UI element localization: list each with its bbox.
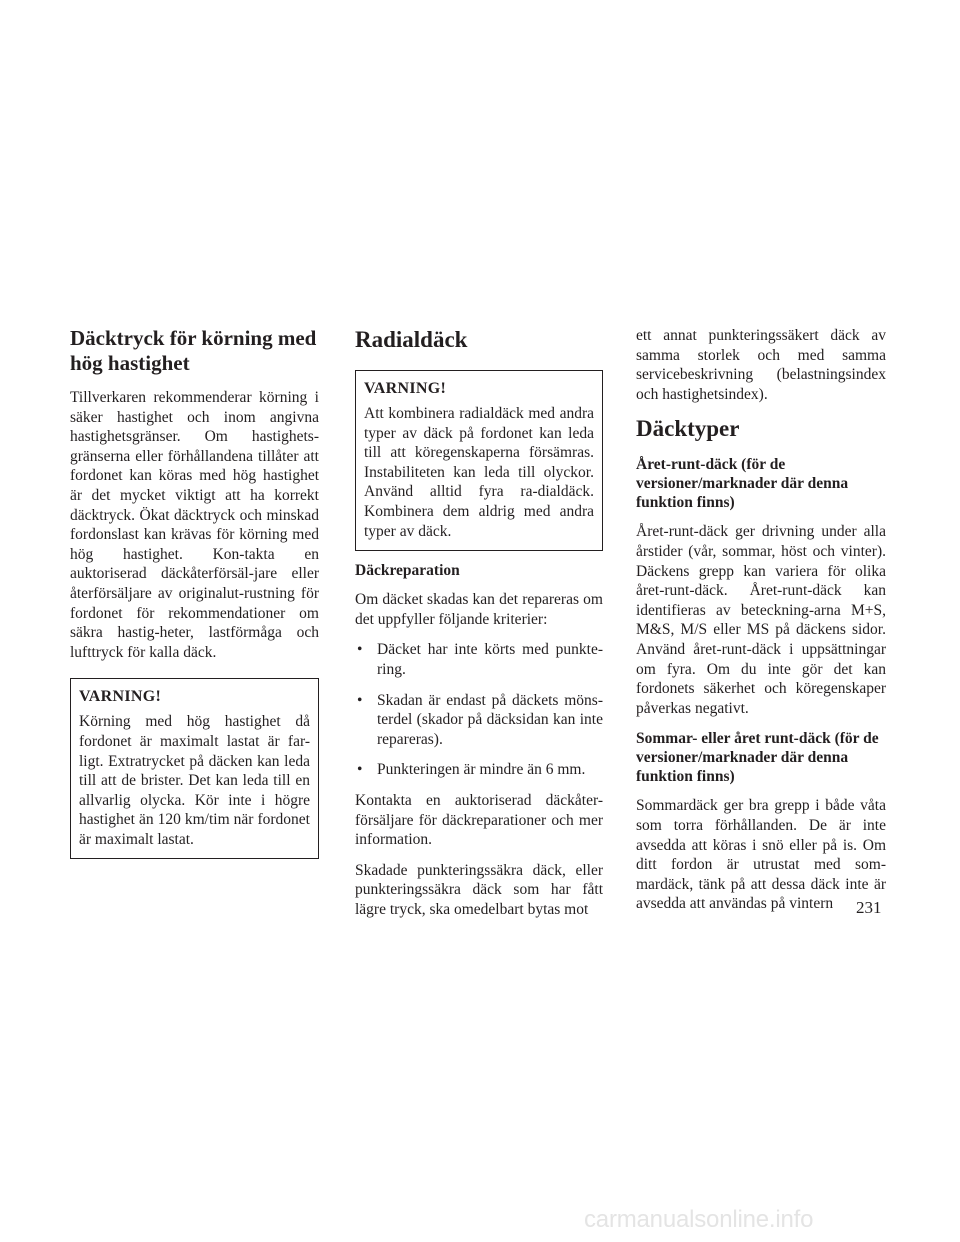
subheading-repair: Däckreparation bbox=[355, 562, 460, 580]
warning-box-high-speed bbox=[70, 678, 319, 859]
warning-box-radial bbox=[355, 370, 603, 551]
column-right bbox=[636, 326, 886, 925]
section-heading-radial: Radialdäck bbox=[355, 327, 468, 352]
warning-title: VARNING! bbox=[364, 380, 447, 397]
section-heading-tire-types: Däcktyper bbox=[636, 416, 740, 442]
warning-title: VARNING! bbox=[79, 688, 162, 706]
bullet-icon: • bbox=[357, 761, 363, 779]
bullet-icon: • bbox=[357, 691, 363, 709]
paragraph-continuation: ett annat punkteringssäkert däck av samma storlek och med samma servicebeskrivning (belastningsindex och hastighetsindex). bbox=[636, 327, 886, 403]
subheading-summer: Sommar- eller året runt-däck (för de versioner/marknader där denna funktion finns) bbox=[636, 730, 879, 786]
list-item: • Skadan är endast på däckets möns-terdel (skador på däcksidan kan inte repareras). bbox=[357, 691, 603, 748]
warning-text: Att kombinera radialdäck med andra typer av däck på fordonet kan leda till att köregenskaperna försämras. Instabiliteten kan leda till olyckor. Använd alltid fyra ra-dialdäck. Kombinera dem aldrig med andra typer av däck. bbox=[364, 405, 594, 540]
subheading-all-season: Året-runt-däck (för de versioner/marknader där denna funktion finns) bbox=[636, 456, 849, 512]
repair-criteria-list bbox=[355, 640, 603, 780]
list-item: • Däcket har inte körts med punkte-ring. bbox=[357, 641, 603, 678]
warning-text: Körning med hög hastighet då fordonet är maximalt lastat är far-ligt. Extratrycket på däcken kan leda till att de brister. Det kan leda till en allvarlig olycka. Kör inte i högre hastighet än 120 km/tim när fordonet är maximalt lastat. bbox=[79, 713, 310, 848]
page-number: 231 bbox=[856, 898, 882, 917]
paragraph-summer: Sommardäck ger bra grepp i både våta som torra förhållanden. De är inte avsedda att köras i snö eller på is. Om ditt fordon är utrustat med som-mardäck, tänk på att dessa däck inte är avsedda att användas på vintern bbox=[636, 797, 886, 913]
bullet-icon: • bbox=[357, 641, 363, 659]
watermark: carmanualsonline.info bbox=[584, 1206, 814, 1233]
list-item: • Punkteringen är mindre än 6 mm. bbox=[357, 761, 586, 779]
paragraph-contact: Kontakta en auktoriserad däckåter-försäljare för däckreparationer och mer information. bbox=[355, 791, 603, 849]
paragraph-repair-intro: Om däcket skadas kan det repareras om det uppfyller följande kriterier: bbox=[355, 591, 603, 628]
paragraph-run-flat: Skadade punkteringssäkra däck, eller punkteringssäkra däck som har fått lägre tryck, ska omedelbart bytas mot bbox=[355, 861, 603, 918]
section-heading-high-speed: Däcktryck för körning med hög hastighet bbox=[70, 326, 317, 375]
paragraph-all-season: Året-runt-däck ger drivning under alla årstider (vår, sommar, höst och vinter). Däckens grepp kan variera för olika året-runt-däck. Året-runt-däck kan identifieras av beteckning-arna M+S, M&S, M/S eller MS på däckens sidor. Använd året-runt-däck i uppsättningar om fyra. Om du inte gör det kan fordonets säkerhet och köregenskaper påverkas negativt. bbox=[636, 523, 886, 717]
column-middle bbox=[355, 326, 603, 930]
column-left bbox=[70, 326, 319, 869]
paragraph-high-speed: Tillverkaren rekommenderar körning i säker hastighet och inom angivna hastighetsgränser. Om hastighets-gränserna eller förhållandena tillåter att fordonet kan köras med hög hastighet är det mycket viktigt att ha korrekt däcktryck. Ökat däcktryck och minskad fordonslast kan krävas för körning med hög hastighet. Kon-takta en auktoriserad däckåterförsäl-jare eller återförsäljare av originalut-rustning för fordonet för rekommendationer om säkra hastig-heter, lastförmåga och lufttryck för kalla däck. bbox=[70, 389, 319, 661]
